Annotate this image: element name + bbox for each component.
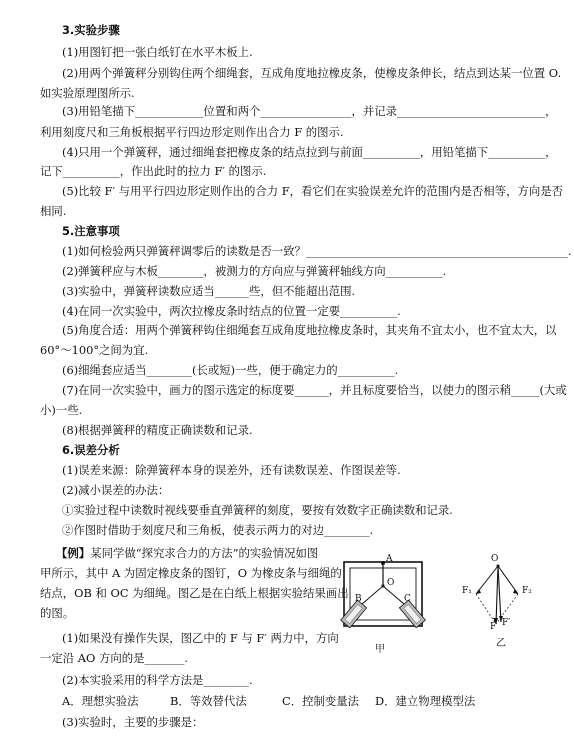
s6-line-3: ①实验过程中读数时视线要垂直弹簧秤的刻度，要按有效数字正确读数和记录. (62, 503, 453, 517)
s5-line-2: (2)弹簧秤应与木板________，被测力的方向应与弹簧秤轴线方向__________. (62, 264, 447, 278)
s5-line-5: (5)角度合适：用两个弹簧秤钩住细绳套互成角度地拉橡皮条时，其夹角不宜太小，也不宜太大，以 (62, 323, 557, 337)
vector-f-prime (498, 566, 501, 622)
s5-line-3: (3)实验中，弹簧秤读数应适当______些，但不能超出范围. (62, 284, 356, 298)
parallel-dash-1 (476, 594, 496, 624)
example-line-3: 结点，OB 和 OC 为细绳。图乙是在白纸上根据实验结果画出 (40, 586, 349, 600)
caption-jia: 甲 (375, 644, 385, 655)
s5-line-6: 60°～100°之间为宜. (40, 343, 149, 357)
option-a: A．理想实验法 (62, 694, 139, 708)
section-3-heading: 3.实验步骤 (62, 23, 120, 37)
point-o (497, 565, 500, 568)
s5-line-4: (4)在同一次实验中，两次拉橡皮条时结点的位置一定要__________. (62, 304, 401, 318)
s5-line-1: (1)如何检验两只弹簧秤调零后的读数是否一致？______________________________________________. (62, 244, 572, 258)
example-q3: (3)实验时，主要的步骤是： (62, 715, 204, 729)
option-b: B．等效替代法 (170, 694, 247, 708)
example-line-4: 的图。 (40, 606, 75, 620)
section-6-heading: 6.误差分析 (62, 443, 120, 457)
option-d: D．建立物理模型法 (375, 694, 476, 708)
label-b: B (355, 594, 362, 604)
s6-line-4: ②作图时借助于刻度尺和三角板，使表示两力的对边________. (62, 523, 374, 537)
s6-line-1: (1)误差来源：除弹簧秤本身的误差外，还有读数误差、作图误差等. (62, 463, 401, 477)
arrow-f1 (476, 589, 481, 594)
figure-yi (460, 556, 540, 650)
label-f: F (490, 622, 497, 632)
s6-line-2: (2)减小误差的办法： (62, 483, 170, 497)
label-o-right: O (491, 554, 499, 564)
figure-jia (338, 554, 448, 638)
label-a: A (386, 554, 393, 564)
caption-yi: 乙 (496, 638, 506, 649)
s5-line-8: (7)在同一次实验中，画力的图示选定的标度要______，并且标度要恰当，以使力的图示稍_____(大或 (62, 383, 567, 397)
example-q2: (2)本实验采用的科学方法是________. (62, 673, 253, 687)
example-text-1: 某同学做“探究求合力的方法”的实验情况如图 (90, 546, 319, 560)
option-c: C．控制变量法 (282, 694, 360, 708)
s3-line-2: (2)用两个弹簧秤分别钩住两个细绳套，互成角度地拉橡皮条，使橡皮条伸长，结点到达某一位置 O. (62, 66, 562, 80)
example-q1-line-1: (1)如果没有操作失误，图乙中的 F 与 F′ 两力中，方向 (62, 631, 339, 645)
pin-a (381, 561, 385, 565)
s3-line-8: (5)比较 F′ 与用平行四边形定则作出的合力 F，看它们在实验误差允许的范围内是否相等，方向是否 (62, 184, 564, 198)
example-q1-line-2: 一定沿 AO 方向的是_______. (40, 651, 189, 665)
s5-line-7: (6)细绳套应适当________(长或短)一些，便于确定力的__________. (62, 363, 399, 377)
s3-line-5: 利用刻度尺和三角板根据平行四边形定则作出合力 F 的图示. (40, 125, 344, 139)
s3-line-1: (1)用图钉把一张白纸钉在水平木板上. (62, 45, 253, 59)
example-tag: 【例】 (56, 546, 91, 560)
label-f1: F₁ (462, 586, 472, 596)
vector-f (496, 566, 498, 624)
s3-line-3: 如实验原理图所示. (40, 86, 135, 100)
label-f-prime: F′ (502, 618, 511, 628)
string-oc (383, 586, 404, 604)
s3-line-7: 记下__________，作出此时的拉力 F′ 的图示. (40, 164, 267, 178)
example-line-1 (56, 545, 318, 561)
s3-line-6: (4)只用一个弹簧秤，通过细绳套把橡皮条的结点拉到与前面__________，用铅笔描下__________， (62, 145, 557, 159)
s5-line-10: (8)根据弹簧秤的精度正确读数和记录. (62, 423, 253, 437)
label-f2: F₂ (522, 586, 532, 596)
s3-line-4: (3)用铅笔描下____________位置和两个________________，并记录__________________________， (62, 104, 557, 118)
label-o-left: O (387, 578, 395, 588)
label-c: C (404, 594, 411, 604)
string-ob (362, 586, 383, 604)
section-5-heading: 5.注意事项 (62, 224, 120, 238)
s5-line-9: 小)一些. (40, 403, 83, 417)
s3-line-9: 相同. (40, 204, 67, 218)
example-line-2: 甲所示，其中 A 为固定橡皮条的图钉，O 为橡皮条与细绳的 (40, 566, 342, 580)
